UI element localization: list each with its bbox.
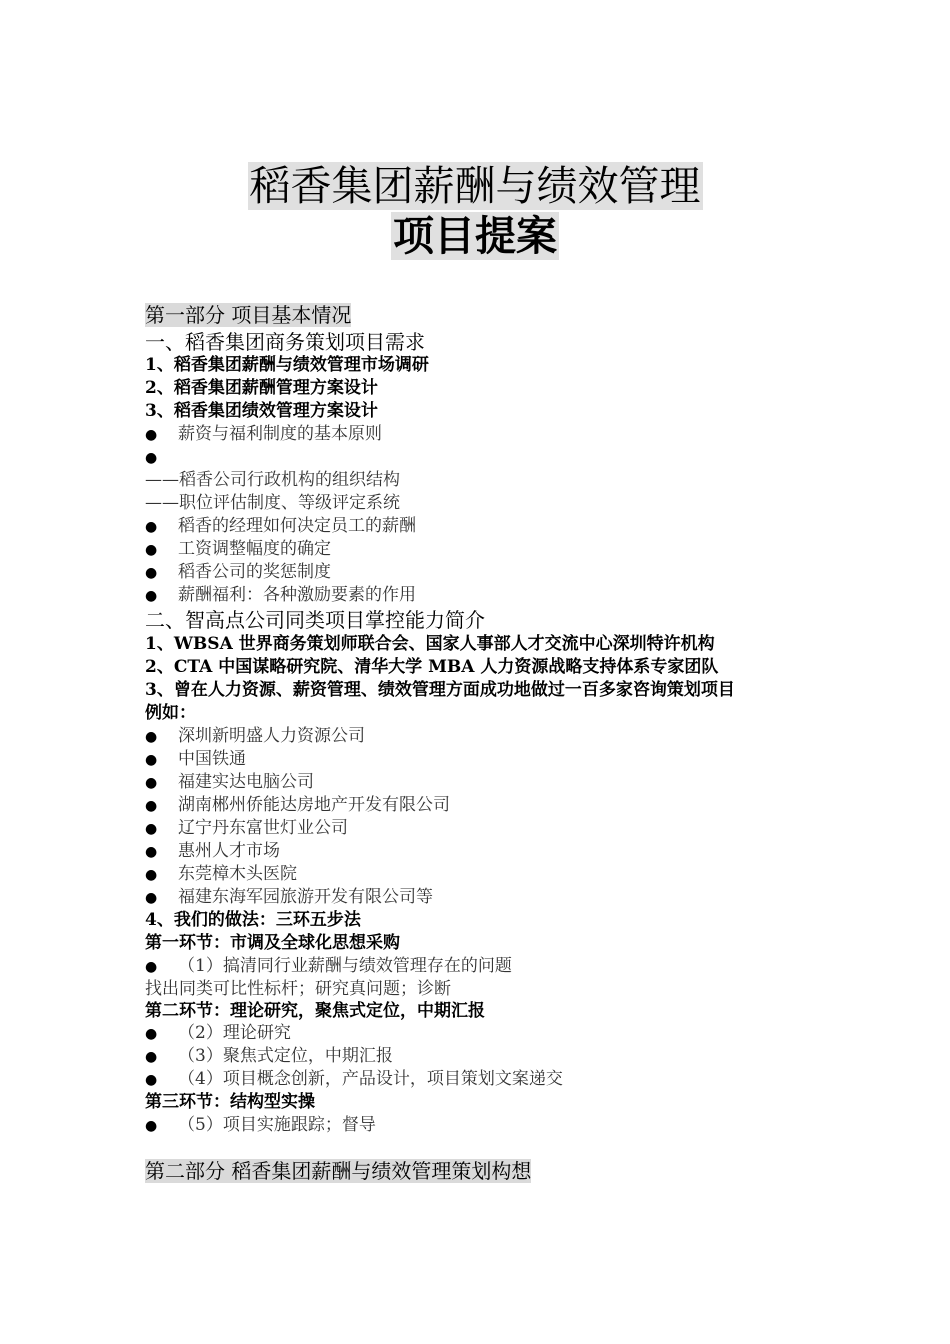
requirement-item: 3、稻香集团绩效管理方案设计 xyxy=(145,401,378,421)
requirement-item: 2、稻香集团薪酬管理方案设计 xyxy=(145,378,378,398)
bullet-item: ● 薪酬福利：各种激励要素的作用 xyxy=(145,584,416,608)
bullet-icon: ● xyxy=(145,519,158,535)
bullet-icon: ● xyxy=(145,450,158,466)
requirement-item: 1、稻香集团薪酬与绩效管理市场调研 xyxy=(145,355,429,375)
bullet-icon: ● xyxy=(145,427,158,443)
capability-item: 3、曾在人力资源、薪资管理、绩效管理方面成功地做过一百多家咨询策划项目 xyxy=(145,680,735,700)
section1-heading: 一、稻香集团商务策划项目需求 xyxy=(145,330,425,354)
bullet-icon: ● xyxy=(145,588,158,604)
client-item: ● 中国铁通 xyxy=(145,748,246,772)
bullet-icon: ● xyxy=(145,798,158,814)
bullet-icon: ● xyxy=(145,729,158,745)
bullet-icon: ● xyxy=(145,1026,158,1042)
example-label: 例如： xyxy=(145,703,196,723)
bullet-icon: ● xyxy=(145,1049,158,1065)
dash-item: ——职位评估制度、等级评定系统 xyxy=(145,493,400,513)
bullet-item: ● 薪资与福利制度的基本原则 xyxy=(145,423,382,447)
client-item: ● 福建实达电脑公司 xyxy=(145,771,314,795)
bullet-item: ● 稻香公司的奖惩制度 xyxy=(145,561,331,585)
stage2-heading: 第二环节：理论研究，聚焦式定位，中期汇报 xyxy=(145,1001,485,1021)
stage1-heading: 第一环节：市调及全球化思想采购 xyxy=(145,933,400,953)
bullet-icon: ● xyxy=(145,1118,158,1134)
client-item: ● 湖南郴州侨能达房地产开发有限公司 xyxy=(145,794,450,818)
bullet-icon: ● xyxy=(145,1072,158,1088)
bullet-icon: ● xyxy=(145,844,158,860)
bullet-icon: ● xyxy=(145,821,158,837)
client-item: ● 辽宁丹东富世灯业公司 xyxy=(145,817,348,841)
dash-item: ——稻香公司行政机构的组织结构 xyxy=(145,470,400,490)
step-item: ● （4）项目概念创新，产品设计，项目策划文案递交 xyxy=(145,1068,563,1092)
client-item: ● 深圳新明盛人力资源公司 xyxy=(145,725,365,749)
bullet-icon: ● xyxy=(145,542,158,558)
step-note: 找出同类可比性标杆；研究真问题；诊断 xyxy=(145,979,451,999)
step-item: ● （1）搞清同行业薪酬与绩效管理存在的问题 xyxy=(145,955,512,979)
document-title-line2: 项目提案 xyxy=(393,212,557,260)
stage3-heading: 第三环节：结构型实操 xyxy=(145,1092,315,1112)
step-item: ● （3）聚焦式定位，中期汇报 xyxy=(145,1045,393,1069)
client-item: ● 东莞樟木头医院 xyxy=(145,863,297,887)
bullet-icon: ● xyxy=(145,890,158,906)
capability-item: 2、CTA 中国谋略研究院、清华大学 MBA 人力资源战略支持体系专家团队 xyxy=(145,657,719,677)
bullet-item: ● 稻香的经理如何决定员工的薪酬 xyxy=(145,515,416,539)
bullet-icon: ● xyxy=(145,867,158,883)
client-item: ● 福建东海军园旅游开发有限公司等 xyxy=(145,886,433,910)
capability-item: 1、WBSA 世界商务策划师联合会、国家人事部人才交流中心深圳特许机构 xyxy=(145,634,715,654)
section2-heading: 二、智高点公司同类项目掌控能力简介 xyxy=(145,608,485,632)
bullet-item-empty xyxy=(145,446,178,470)
bullet-icon: ● xyxy=(145,959,158,975)
step-item: ● （5）项目实施跟踪；督导 xyxy=(145,1114,376,1138)
document-title-line1: 稻香集团薪酬与绩效管理 xyxy=(249,162,701,210)
step-item: ● （2）理论研究 xyxy=(145,1022,291,1046)
part2-heading: 第二部分 稻香集团薪酬与绩效管理策划构想 xyxy=(145,1159,532,1183)
bullet-item: ● 工资调整幅度的确定 xyxy=(145,538,331,562)
bullet-icon: ● xyxy=(145,565,158,581)
bullet-icon: ● xyxy=(145,775,158,791)
client-item: ● 惠州人才市场 xyxy=(145,840,280,864)
method-heading: 4、我们的做法：三环五步法 xyxy=(145,910,361,930)
part1-heading: 第一部分 项目基本情况 xyxy=(145,303,352,327)
bullet-icon: ● xyxy=(145,752,158,768)
